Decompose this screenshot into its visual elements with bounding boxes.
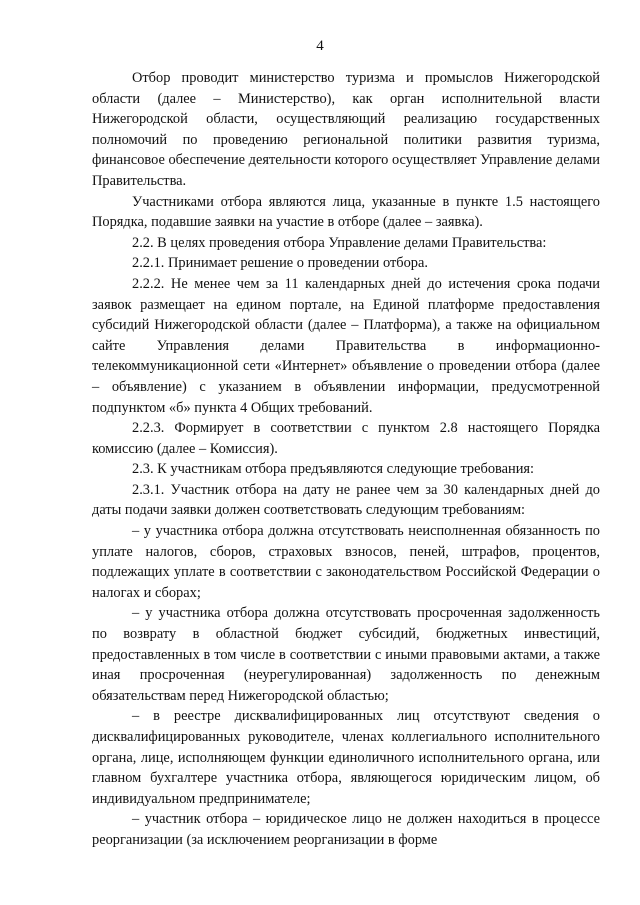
paragraph-2-2: 2.2. В целях проведения отбора Управление делами Правительства:: [132, 234, 547, 251]
paragraph-2-2-2: 2.2.2. Не менее чем за 11 календарных дней до истечения срока подачи заявок размещает на едином портале, на Единой платформе предоставления субсидий Нижегородской области (далее – Платформа), а также на официальном сайте Управления делами Правительства в информационно-телекоммуникационной сети «Интернет» объявление о проведении отбора (далее – объявление) с указанием в объявлении информации, предусмотренной подпунктом «б» пункта 4 Общих требований.: [92, 275, 600, 416]
paragraph-2-2-3: 2.2.3. Формирует в соответствии с пунктом 2.8 настоящего Порядка комиссию (далее – Комиссия).: [92, 420, 600, 457]
paragraph-2-3-1: 2.3.1. Участник отбора на дату не ранее чем за 30 календарных дней до даты подачи заявки должен соответствовать следующим требованиям:: [92, 481, 600, 519]
requirement-no-tax-debt: – у участника отбора должна отсутствовать неисполненная обязанность по уплате налогов, сборов, страховых взносов, пеней, штрафов, процентов, подлежащих уплате в соответствии с законодательством Российской Федерации о налогах и сборах;: [92, 523, 600, 601]
requirement-no-overdue-debt: – у участника отбора должна отсутствовать просроченная задолженность по возврату в областной бюджет субсидий, бюджетных инвестиций, предоставленных в том числе в соответствии с иными правовыми актами, а также иная просроченная (неурегулированная) задолженность по денежным обязательствам перед Нижегородской областью;: [92, 605, 600, 704]
paragraph-2-3: 2.3. К участникам отбора предъявляются следующие требования:: [132, 461, 535, 478]
requirement-no-disqualified-persons: – в реестре дисквалифицированных лиц отсутствуют сведения о дисквалифицированных руководителе, членах коллегиального исполнительного органа, лице, исполняющем функции единоличного исполнительного органа, или главном бухгалтере участника отбора, являющегося юридическим лицом, об индивидуальном предпринимателе;: [92, 708, 600, 807]
paragraph-selection-organizer: Отбор проводит министерство туризма и промыслов Нижегородской области (далее – Министерство), как орган исполнительной власти Нижегородской области, осуществляющий реализацию государственных полномочий по проведению региональной политики развития туризма, финансовое обеспечение деятельности которого осуществляет Управление делами Правительства.: [92, 70, 600, 189]
document-body: [92, 68, 600, 851]
requirement-no-reorganization: – участник отбора – юридическое лицо не должен находиться в процессе реорганизации (за исключением реорганизации в форме: [92, 811, 600, 848]
paragraph-2-2-1: 2.2.1. Принимает решение о проведении отбора.: [132, 255, 428, 272]
paragraph-participants: Участниками отбора являются лица, указанные в пункте 1.5 настоящего Порядка, подавшие заявки на участие в отборе (далее – заявка).: [92, 193, 600, 231]
page-number: 4: [316, 38, 324, 54]
